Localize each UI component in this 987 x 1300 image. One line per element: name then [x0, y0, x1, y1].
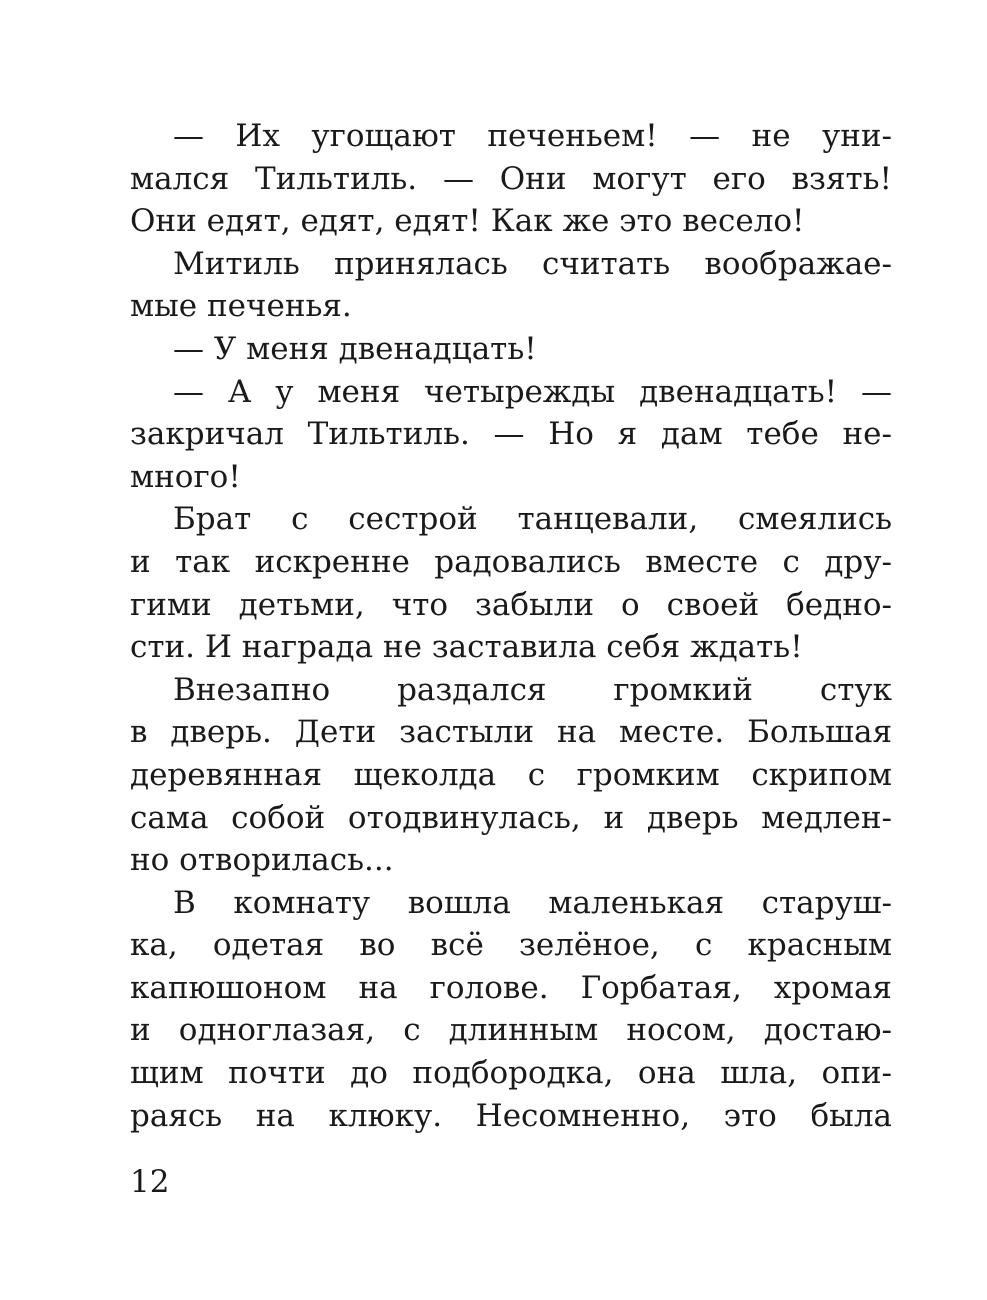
- text-line: раясь на клюку. Несомненно, это была: [130, 1097, 892, 1134]
- text-line: — У меня двенадцать!: [173, 330, 537, 367]
- page-number: 12: [130, 1164, 170, 1200]
- body-text: [130, 115, 892, 1137]
- text-line: Они едят, едят, едят! Как же это весело!: [130, 203, 805, 240]
- text-line: в дверь. Дети застыли на месте. Большая: [130, 714, 892, 751]
- text-line: сама собой отодвинулась, и дверь медлен-: [130, 799, 892, 836]
- text-line: и так искренне радовались вместе с дру-: [130, 543, 892, 580]
- text-line: Брат с сестрой танцевали, смеялись: [173, 501, 892, 538]
- text-line: деревянная щеколда с громким скрипом: [130, 756, 892, 793]
- text-line: — Их угощают печеньем! — не уни-: [173, 118, 892, 154]
- text-line: сти. И награда не заставила себя ждать!: [130, 629, 803, 666]
- text-line: мые печенья.: [130, 288, 352, 325]
- text-line: капюшоном на голове. Горбатая, хромая: [130, 969, 892, 1006]
- text-line: щим почти до подбородка, она шла, опи-: [130, 1055, 892, 1092]
- text-line: мался Тильтиль. — Они могут его взять!: [130, 160, 892, 197]
- text-line: и одноглазая, с длинным носом, достаю-: [130, 1012, 892, 1049]
- text-line: Митиль принялась считать воображае-: [173, 245, 892, 282]
- text-line: — А у меня четырежды двенадцать! —: [173, 373, 892, 410]
- text-line: гими детьми, что забыли о своей бедно-: [130, 586, 892, 623]
- text-line: но отворилась...: [130, 842, 394, 879]
- text-line: закричал Тильтиль. — Но я дам тебе не-: [130, 416, 892, 453]
- text-line: много!: [130, 458, 241, 495]
- text-line: ка, одетая во всё зелёное, с красным: [130, 927, 892, 964]
- text-line: Внезапно раздался громкий стук: [173, 671, 892, 708]
- text-line: В комнату вошла маленькая старуш-: [173, 884, 892, 921]
